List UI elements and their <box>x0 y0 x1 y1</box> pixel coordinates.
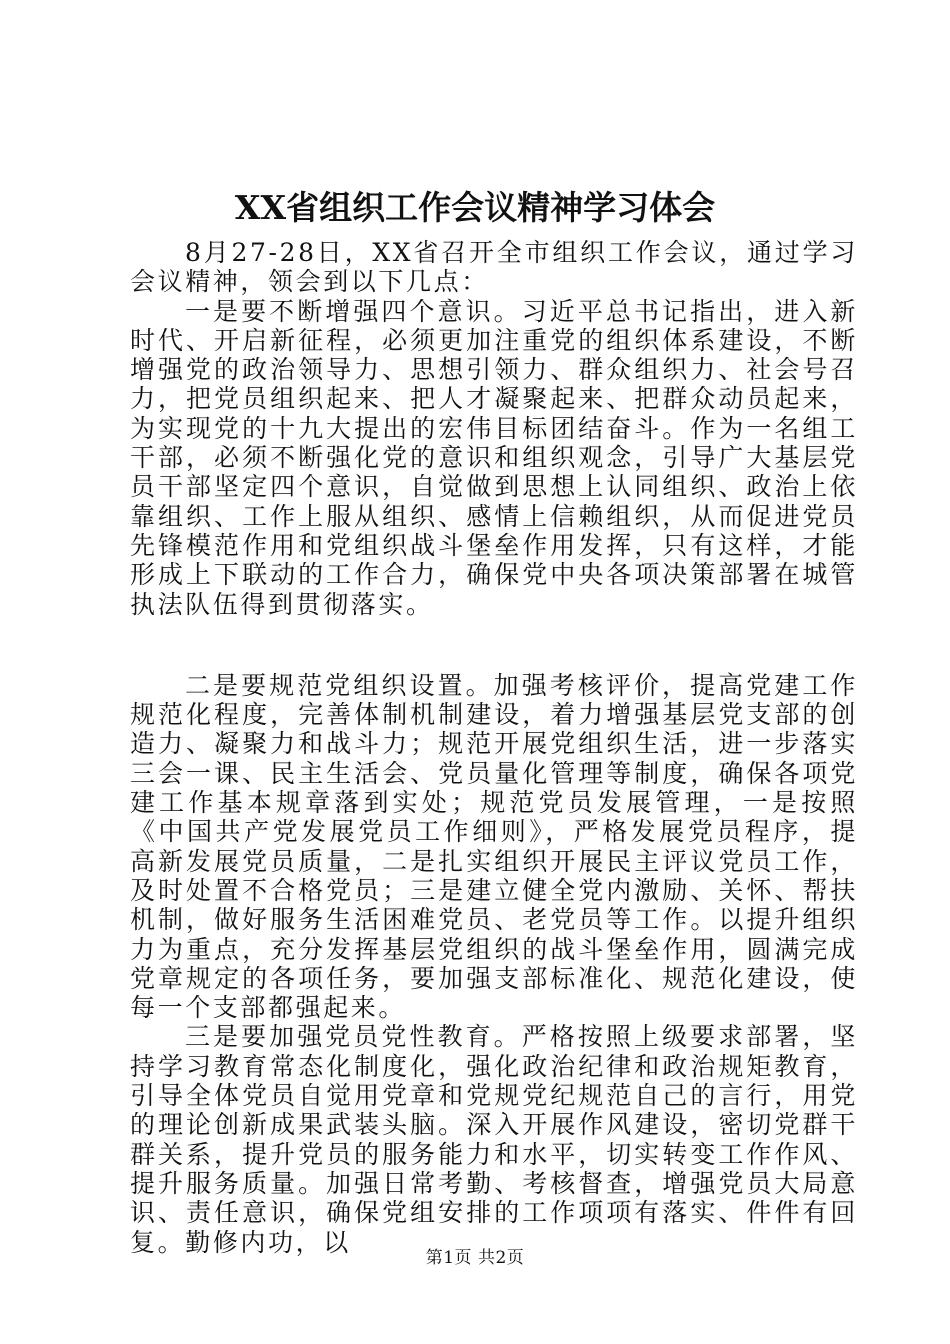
document-title: XX省组织工作会议精神学习体会 <box>234 188 716 227</box>
paragraph-point-one: 一是要不断增强四个意识。习近平总书记指出，进入新时代、开启新征程，必须更加注重党的组织体系建设，不断增强党的政治领导力、思想引领力、群众组织力、社会号召力，把党员组织起来、把人才凝聚起来、把群众动员起来，为实现党的十九大提出的宏伟目标团结奋斗。作为一名组工干部，必须不断强化党的意识和组织观念，引导广大基层党员干部坚定四个意识，自觉做到思想上认同组织、政治上依靠组织、工作上服从组织、感情上信赖组织，从而促进党员先锋模范作用和党组织战斗堡垒作用发挥，只有这样，才能形成上下联动的工作合力，确保党中央各项决策部署在城管执法队伍得到贯彻落实。 <box>130 296 858 619</box>
document-body <box>130 238 858 1257</box>
paragraph-intro: 8月27-28日，XX省召开全市组织工作会议，通过学习会议精神，领会到以下几点： <box>130 238 858 297</box>
page-number-footer: 第1页 共2页 <box>425 1248 525 1268</box>
paragraph-gap <box>130 619 858 671</box>
paragraph-point-two: 二是要规范党组织设置。加强考核评价，提高党建工作规范化程度，完善体制机制建设，着力增强基层党支部的创造力、凝聚力和战斗力；规范开展党组织生活，进一步落实三会一课、民主生活会、党员量化管理等制度，确保各项党建工作基本规章落到实处；规范党员发展管理，一是按照《中国共产党发展党员工作细则》，严格发展党员程序，提高新发展党员质量，二是扎实组织开展民主评议党员工作，及时处置不合格党员；三是建立健全党内激励、关怀、帮扶机制，做好服务生活困难党员、老党员等工作。以提升组织力为重点，充分发挥基层党组织的战斗堡垒作用，圆满完成党章规定的各项任务，要加强支部标准化、规范化建设，使每一个支部都强起来。 <box>130 670 858 1023</box>
paragraph-point-three: 三是要加强党员党性教育。严格按照上级要求部署，坚持学习教育常态化制度化，强化政治纪律和政治规矩教育，引导全体党员自觉用党章和党规党纪规范自己的言行，用党的理论创新成果武装头脑。深入开展作风建设，密切党群干群关系，提升党员的服务能力和水平，切实转变工作作风、提升服务质量。加强日常考勤、考核督查，增强党员大局意识、责任意识，确保党组安排的工作项项有落实、件件有回复。勤修内功，以 <box>130 1022 858 1257</box>
